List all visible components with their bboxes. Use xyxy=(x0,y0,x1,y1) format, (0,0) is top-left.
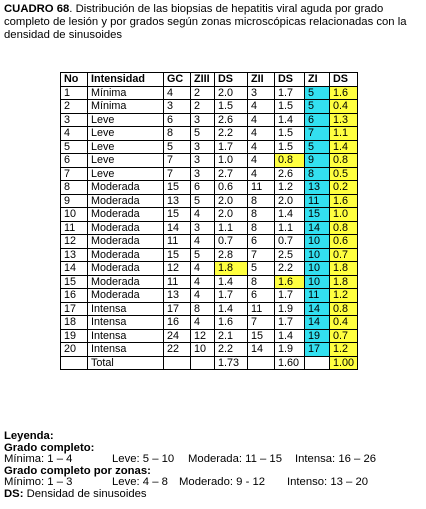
table-row xyxy=(61,154,358,168)
table-cell: 7 xyxy=(248,248,275,262)
table-total-row xyxy=(61,356,358,370)
table-cell: 10 xyxy=(305,275,330,289)
table-cell: 16 xyxy=(61,289,88,303)
table-cell: 8 xyxy=(164,127,191,141)
legend-complete-item: Mínima: 1 – 4 xyxy=(4,453,73,465)
table-cell: 12 xyxy=(61,235,88,249)
table-cell: 2.2 xyxy=(215,127,248,141)
table-cell: 2.0 xyxy=(215,194,248,208)
table-cell: 18 xyxy=(61,316,88,330)
table-cell: 1.4 xyxy=(275,113,305,127)
table-cell: 13 xyxy=(61,248,88,262)
table-cell: 15 xyxy=(248,329,275,343)
table-cell: 4 xyxy=(164,86,191,100)
table-cell: 0.4 xyxy=(330,316,358,330)
table-cell: 4 xyxy=(248,167,275,181)
table-cell: 3 xyxy=(61,113,88,127)
table-cell: 10 xyxy=(305,262,330,276)
legend-complete-item: Intensa: 16 – 26 xyxy=(295,453,377,465)
table-cell: 11 xyxy=(164,275,191,289)
table-cell: 1.4 xyxy=(275,329,305,343)
table-cell: 13 xyxy=(164,194,191,208)
table-cell: 2.8 xyxy=(215,248,248,262)
table-cell: Moderada xyxy=(88,289,164,303)
table-row xyxy=(61,140,358,154)
table-cell: 2.0 xyxy=(275,194,305,208)
data-table xyxy=(60,72,358,370)
table-cell: 11 xyxy=(248,302,275,316)
table-row xyxy=(61,167,358,181)
table-cell: 4 xyxy=(191,289,215,303)
table-cell: 13 xyxy=(164,289,191,303)
table-cell: 1.2 xyxy=(330,343,358,357)
table-caption xyxy=(4,3,422,42)
table-cell: 1.7 xyxy=(275,86,305,100)
table-cell: 2.5 xyxy=(275,248,305,262)
legend-ds xyxy=(4,489,422,501)
table-row xyxy=(61,329,358,343)
table-cell: 1.4 xyxy=(215,302,248,316)
table-cell: 1.1 xyxy=(275,221,305,235)
table-cell: 2.1 xyxy=(215,329,248,343)
table-cell: 1.1 xyxy=(330,127,358,141)
legend-title: Leyenda: xyxy=(4,430,54,442)
table-cell: 1.2 xyxy=(275,181,305,195)
table-cell: Leve xyxy=(88,167,164,181)
table-cell: 5 xyxy=(305,86,330,100)
total-cell: 1.73 xyxy=(215,356,248,370)
table-cell: 1.3 xyxy=(330,113,358,127)
legend xyxy=(4,431,422,500)
table-cell: 1.5 xyxy=(275,127,305,141)
table-cell: 10 xyxy=(305,248,330,262)
table-cell: 1.0 xyxy=(330,208,358,222)
table-cell: 14 xyxy=(164,221,191,235)
total-cell xyxy=(305,356,330,370)
caption-label: CUADRO 68 xyxy=(4,3,70,15)
table-cell: 5 xyxy=(191,127,215,141)
table-cell: 0.7 xyxy=(275,235,305,249)
table-cell: 2.2 xyxy=(275,262,305,276)
table-row xyxy=(61,221,358,235)
table-row xyxy=(61,113,358,127)
column-header: DS xyxy=(275,73,305,87)
table-cell: 11 xyxy=(61,221,88,235)
table-cell: 5 xyxy=(305,140,330,154)
column-header: ZIII xyxy=(191,73,215,87)
table-cell: 3 xyxy=(191,154,215,168)
table-cell: 1.1 xyxy=(215,221,248,235)
table-cell: 0.8 xyxy=(330,302,358,316)
table-cell: 2 xyxy=(191,100,215,114)
table-cell: 4 xyxy=(248,100,275,114)
table-cell: 8 xyxy=(248,221,275,235)
legend-zones-item: Leve: 4 – 8 xyxy=(112,476,168,488)
table-cell: 6 xyxy=(61,154,88,168)
table-cell: 11 xyxy=(164,235,191,249)
legend-zones-row xyxy=(4,477,422,489)
table-cell: 0.8 xyxy=(330,154,358,168)
total-cell: Total xyxy=(88,356,164,370)
table-cell: 2 xyxy=(191,86,215,100)
table-cell: 4 xyxy=(191,262,215,276)
table-cell: 4 xyxy=(61,127,88,141)
table-cell: 5 xyxy=(305,100,330,114)
table-cell: 14 xyxy=(305,302,330,316)
table-row xyxy=(61,275,358,289)
table-cell: 8 xyxy=(61,181,88,195)
table-cell: 19 xyxy=(61,329,88,343)
table-row xyxy=(61,100,358,114)
table-cell: 6 xyxy=(248,289,275,303)
table-cell: 1.7 xyxy=(215,289,248,303)
table-cell: 6 xyxy=(164,113,191,127)
legend-complete-row xyxy=(4,454,422,466)
table-cell: 15 xyxy=(305,208,330,222)
table-cell: 4 xyxy=(191,208,215,222)
table-cell: 3 xyxy=(191,140,215,154)
table-cell: 4 xyxy=(191,275,215,289)
legend-zones-item: Intenso: 13 – 20 xyxy=(287,476,369,488)
table-cell: 5 xyxy=(191,248,215,262)
table-cell: Mínima xyxy=(88,86,164,100)
table-cell: 1.2 xyxy=(330,289,358,303)
table-body xyxy=(61,73,358,370)
table-cell: Leve xyxy=(88,154,164,168)
table-cell: Moderada xyxy=(88,221,164,235)
table-cell: 8 xyxy=(248,194,275,208)
table-cell: 2.6 xyxy=(275,167,305,181)
table-cell: 2.0 xyxy=(215,208,248,222)
table-cell: 1.9 xyxy=(275,343,305,357)
total-cell xyxy=(61,356,88,370)
column-header: No xyxy=(61,73,88,87)
legend-ds-text: Densidad de sinusoides xyxy=(23,487,147,500)
table-cell: 7 xyxy=(164,167,191,181)
legend-zones-item: Mínimo: 1 – 3 xyxy=(4,476,73,488)
table-cell: 5 xyxy=(191,194,215,208)
table-cell: 1.6 xyxy=(275,275,305,289)
table-cell: 3 xyxy=(248,86,275,100)
table-cell: 1.7 xyxy=(215,140,248,154)
legend-complete-item: Leve: 5 – 10 xyxy=(112,453,175,465)
table-cell: 15 xyxy=(164,248,191,262)
table-cell: 0.6 xyxy=(330,235,358,249)
table-cell: 1.5 xyxy=(275,140,305,154)
table-cell: 10 xyxy=(191,343,215,357)
table-cell: 15 xyxy=(164,181,191,195)
table-row xyxy=(61,289,358,303)
table-cell: 12 xyxy=(164,262,191,276)
table-cell: Moderada xyxy=(88,235,164,249)
table-cell: 9 xyxy=(61,194,88,208)
table-cell: 0.5 xyxy=(330,167,358,181)
table-row xyxy=(61,302,358,316)
table-cell: 1.8 xyxy=(330,262,358,276)
table-cell: 5 xyxy=(61,140,88,154)
table-cell: 2.6 xyxy=(215,113,248,127)
table-cell: Moderada xyxy=(88,208,164,222)
table-cell: 0.2 xyxy=(330,181,358,195)
table-cell: 8 xyxy=(248,275,275,289)
table-cell: Moderada xyxy=(88,275,164,289)
table-row xyxy=(61,248,358,262)
column-header: ZII xyxy=(248,73,275,87)
table-row xyxy=(61,181,358,195)
table-cell: 4 xyxy=(248,113,275,127)
table-cell: 2.2 xyxy=(215,343,248,357)
table-cell: 7 xyxy=(164,154,191,168)
table-cell: 1 xyxy=(61,86,88,100)
table-cell: 2.0 xyxy=(215,86,248,100)
table-header-row xyxy=(61,73,358,87)
table-cell: 1.0 xyxy=(215,154,248,168)
column-header: Intensidad xyxy=(88,73,164,87)
table-cell: 1.5 xyxy=(275,100,305,114)
table-cell: Moderada xyxy=(88,248,164,262)
table-cell: 14 xyxy=(61,262,88,276)
table-cell: 3 xyxy=(164,100,191,114)
table-cell: 13 xyxy=(305,181,330,195)
table-cell: 11 xyxy=(305,289,330,303)
table-cell: Leve xyxy=(88,113,164,127)
table-cell: 15 xyxy=(61,275,88,289)
column-header: DS xyxy=(330,73,358,87)
table-cell: 0.7 xyxy=(215,235,248,249)
legend-zones-title: Grado completo por zonas: xyxy=(4,464,151,477)
table-cell: 1.4 xyxy=(215,275,248,289)
table-cell: 20 xyxy=(61,343,88,357)
table-row xyxy=(61,127,358,141)
table-row xyxy=(61,262,358,276)
table-cell: Intensa xyxy=(88,329,164,343)
table-cell: 8 xyxy=(191,302,215,316)
total-cell: 1.00 xyxy=(330,356,358,370)
table-cell: 1.6 xyxy=(330,194,358,208)
table-cell: 6 xyxy=(305,113,330,127)
table-cell: 4 xyxy=(191,235,215,249)
table-cell: 10 xyxy=(61,208,88,222)
table-row xyxy=(61,86,358,100)
table-cell: Leve xyxy=(88,127,164,141)
table-cell: 14 xyxy=(305,316,330,330)
legend-complete-item: Moderada: 11 – 15 xyxy=(188,453,282,465)
table-cell: 1.7 xyxy=(275,316,305,330)
table-cell: 16 xyxy=(164,316,191,330)
table-cell: 10 xyxy=(305,235,330,249)
table-cell: 0.8 xyxy=(275,154,305,168)
table-cell: 1.8 xyxy=(215,262,248,276)
table-cell: 15 xyxy=(164,208,191,222)
table-cell: 17 xyxy=(164,302,191,316)
table-cell: Intensa xyxy=(88,316,164,330)
table-cell: 1.9 xyxy=(275,302,305,316)
table-row xyxy=(61,208,358,222)
caption-text: . Distribución de las biopsias de hepatitis viral aguda por grado completo de lesión y por grados según zonas microscópicas relacionadas con la densidad de sinusoides xyxy=(4,3,407,41)
table-cell: 0.6 xyxy=(215,181,248,195)
table-cell: 19 xyxy=(305,329,330,343)
table-cell: 7 xyxy=(248,316,275,330)
table-cell: 8 xyxy=(248,208,275,222)
total-cell xyxy=(164,356,191,370)
column-header: GC xyxy=(164,73,191,87)
table-cell: Moderada xyxy=(88,194,164,208)
table-row xyxy=(61,343,358,357)
table-cell: 1.6 xyxy=(330,86,358,100)
table-cell: 7 xyxy=(305,127,330,141)
table-cell: 22 xyxy=(164,343,191,357)
table-cell: 0.8 xyxy=(330,221,358,235)
table-cell: 1.8 xyxy=(330,275,358,289)
table-cell: 1.6 xyxy=(215,316,248,330)
table-cell: 1.5 xyxy=(215,100,248,114)
table-row xyxy=(61,316,358,330)
table-cell: Intensa xyxy=(88,343,164,357)
table-cell: Moderada xyxy=(88,181,164,195)
table-cell: 1.4 xyxy=(275,208,305,222)
table-cell: 1.4 xyxy=(330,140,358,154)
table-cell: 4 xyxy=(248,154,275,168)
total-cell xyxy=(191,356,215,370)
table-cell: 14 xyxy=(305,221,330,235)
table-cell: 12 xyxy=(191,329,215,343)
table-row xyxy=(61,194,358,208)
table-cell: 0.7 xyxy=(330,248,358,262)
table-cell: 11 xyxy=(248,181,275,195)
table-cell: 7 xyxy=(61,167,88,181)
table-row xyxy=(61,235,358,249)
table-cell: 6 xyxy=(191,181,215,195)
table-cell: 5 xyxy=(248,262,275,276)
table-cell: 2.7 xyxy=(215,167,248,181)
table-cell: 14 xyxy=(248,343,275,357)
table-cell: 0.4 xyxy=(330,100,358,114)
legend-zones-item: Moderado: 9 - 12 xyxy=(179,476,266,488)
table-cell: Leve xyxy=(88,140,164,154)
table-cell: 5 xyxy=(164,140,191,154)
table-cell: 3 xyxy=(191,221,215,235)
legend-ds-abbr: DS: xyxy=(4,487,24,500)
table-cell: 6 xyxy=(248,235,275,249)
column-header: DS xyxy=(215,73,248,87)
legend-complete-title: Grado completo: xyxy=(4,441,95,454)
table-cell: 0.7 xyxy=(330,329,358,343)
total-cell xyxy=(248,356,275,370)
table-cell: 17 xyxy=(305,343,330,357)
total-cell: 1.60 xyxy=(275,356,305,370)
table-cell: Intensa xyxy=(88,302,164,316)
table-cell: 4 xyxy=(191,316,215,330)
table-cell: 11 xyxy=(305,194,330,208)
table-cell: 4 xyxy=(248,127,275,141)
table-cell: 9 xyxy=(305,154,330,168)
table-cell: 17 xyxy=(61,302,88,316)
table-cell: 24 xyxy=(164,329,191,343)
table-cell: Moderada xyxy=(88,262,164,276)
column-header: ZI xyxy=(305,73,330,87)
table-cell: 4 xyxy=(248,140,275,154)
table-cell: 8 xyxy=(305,167,330,181)
table-cell: 3 xyxy=(191,167,215,181)
table-cell: 2 xyxy=(61,100,88,114)
table-cell: 3 xyxy=(191,113,215,127)
table-cell: 1.7 xyxy=(275,289,305,303)
table-cell: Mínima xyxy=(88,100,164,114)
